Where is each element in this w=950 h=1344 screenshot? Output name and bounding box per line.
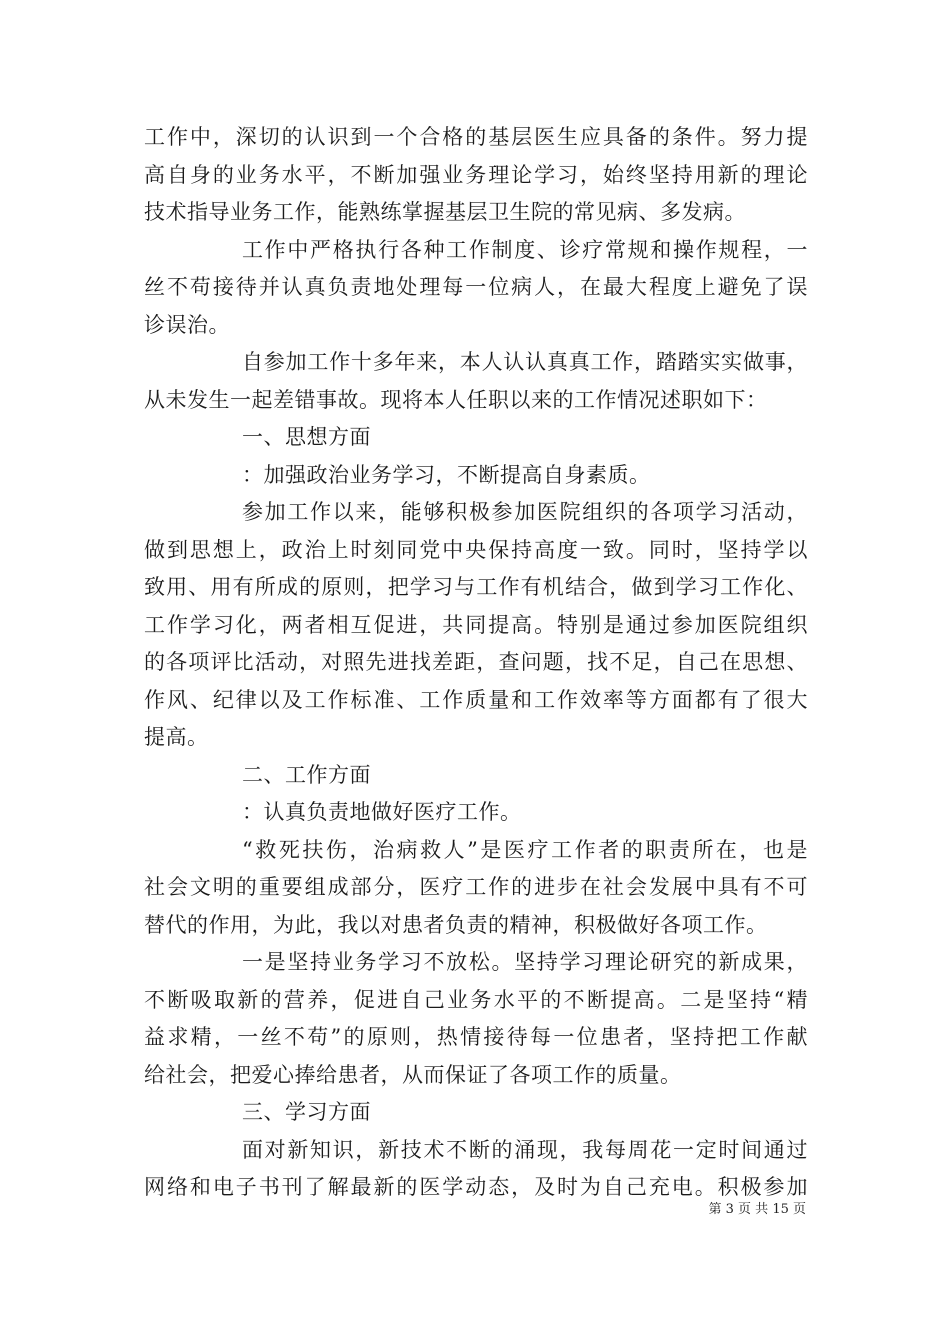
text-line-11: 参加工作以来，能够积极参加医院组织的各项学习活动， <box>242 500 808 524</box>
text-line-4: 工作中严格执行各种工作制度、诊疗常规和操作规程，一 <box>242 237 808 262</box>
text-line-24: 不断吸取新的营养，促进自己业务水平的不断提高。二是坚持“精 <box>144 987 808 1012</box>
text-line-2: 高自身的业务水平，不断加强业务理论学习，始终坚持用新的理论 <box>144 162 808 187</box>
body-text <box>144 119 808 1207</box>
section-heading-1: 一、思想方面 <box>242 425 371 449</box>
text-line-26: 给社会，把爱心捧给患者，从而保证了各项工作的质量。 <box>144 1062 682 1087</box>
text-line-1: 工作中，深切的认识到一个合格的基层医生应具备的条件。努力提 <box>144 125 808 149</box>
text-line-29: 网络和电子书刊了解最新的医学动态，及时为自己充电。积极参加 <box>144 1175 808 1199</box>
text-line-15: 的各项评比活动，对照先进找差距，查问题，找不足，自己在思想、 <box>144 650 808 674</box>
text-line-23: 一是坚持业务学习不放松。坚持学习理论研究的新成果， <box>242 950 808 974</box>
text-line-8: 从未发生一起差错事故。现将本人任职以来的工作情况述职如下： <box>144 387 768 412</box>
text-line-10: ：加强政治业务学习，不断提高自身素质。 <box>242 462 651 487</box>
text-line-5: 丝不苟接待并认真负责地处理每一位病人，在最大程度上避免了误 <box>144 275 808 299</box>
text-line-13: 致用、用有所成的原则，把学习与工作有机结合，做到学习工作化、 <box>144 575 808 599</box>
text-line-21: 社会文明的重要组成部分，医疗工作的进步在社会发展中具有不可 <box>144 875 808 899</box>
page-number-footer: 第 3 页 共 15 页 <box>708 1202 806 1217</box>
section-heading-2: 二、工作方面 <box>242 762 371 787</box>
text-line-12: 做到思想上，政治上时刻同党中央保持高度一致。同时，坚持学以 <box>144 537 808 562</box>
text-line-17: 提高。 <box>144 725 209 749</box>
text-line-22: 替代的作用，为此，我以对患者负责的精神，积极做好各项工作。 <box>144 912 768 937</box>
text-line-25: 益求精，一丝不苟”的原则，热情接待每一位患者，坚持把工作献 <box>144 1025 808 1049</box>
text-line-16: 作风、纪律以及工作标准、工作质量和工作效率等方面都有了很大 <box>144 687 808 712</box>
text-line-7: 自参加工作十多年来，本人认认真真工作，踏踏实实做事， <box>242 350 808 374</box>
text-line-28: 面对新知识，新技术不断的涌现，我每周花一定时间通过 <box>242 1137 808 1162</box>
text-line-19: ：认真负责地做好医疗工作。 <box>242 800 522 824</box>
text-line-6: 诊误治。 <box>144 312 230 337</box>
text-line-14: 工作学习化，两者相互促进，共同提高。特别是通过参加医院组织 <box>144 612 808 637</box>
text-line-20: “救死扶伤，治病救人”是医疗工作者的职责所在，也是 <box>242 837 808 862</box>
section-heading-3: 三、学习方面 <box>242 1100 371 1124</box>
text-line-3: 技术指导业务工作，能熟练掌握基层卫生院的常见病、多发病。 <box>144 200 746 224</box>
